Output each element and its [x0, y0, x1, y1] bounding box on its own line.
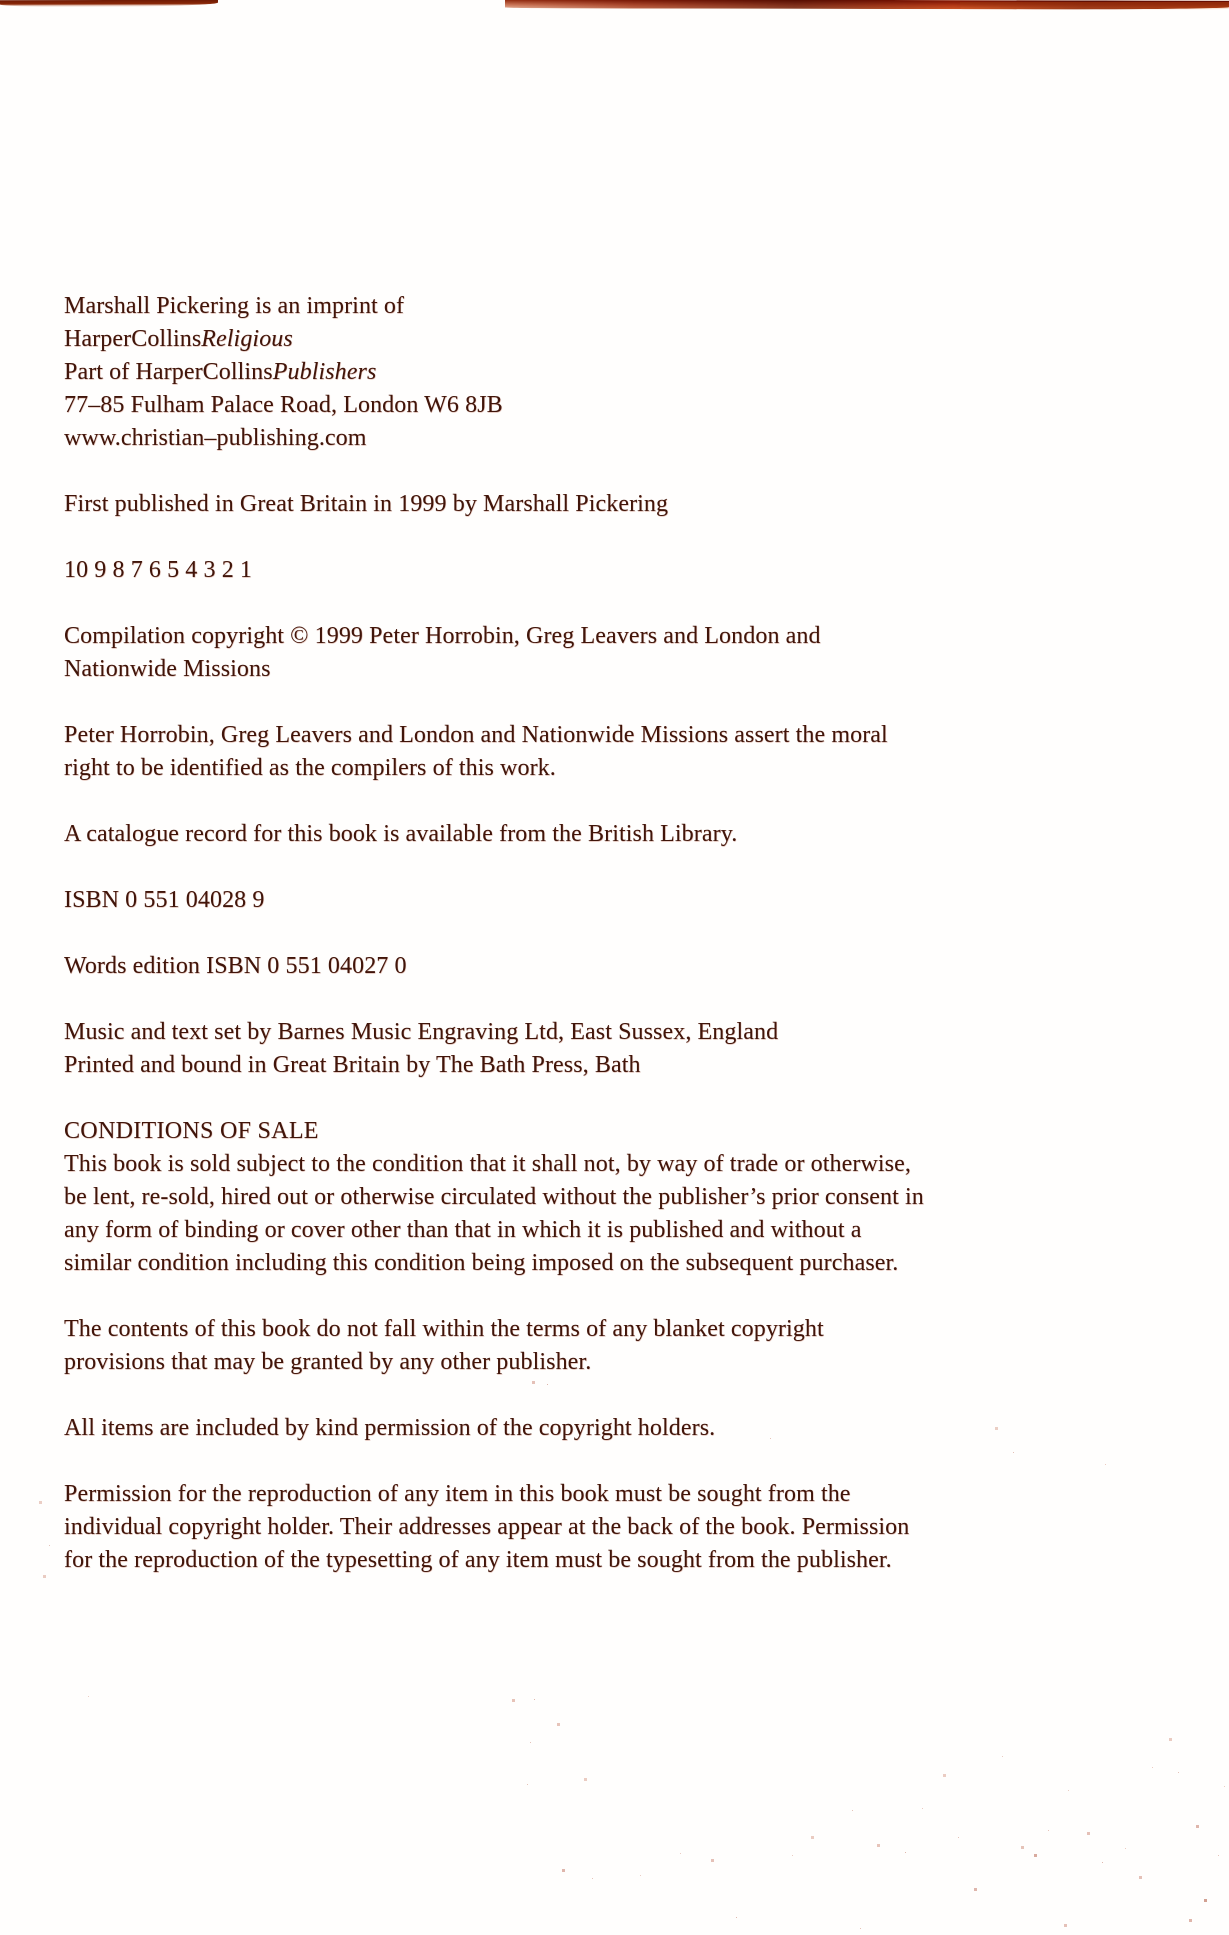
reproduction-permission-line: Permission for the reproduction of any item in this book must be sought from the	[64, 1481, 851, 1507]
production-credit-line: Printed and bound in Great Britain by The Bath Press, Bath	[64, 1052, 641, 1078]
reproduction-permission-line: for the reproduction of the typesetting of any item must be sought from the publisher.	[64, 1547, 892, 1573]
moral-rights-line: right to be identified as the compilers of this work.	[64, 755, 556, 781]
print-run-numbers	[64, 554, 1169, 587]
imprint-parent: Part of HarperCollins	[64, 359, 273, 385]
publisher-address: 77–85 Fulham Palace Road, London W6 8JB	[64, 392, 503, 418]
moral-rights	[64, 719, 1169, 785]
conditions-line: any form of binding or cover other than that in which it is published and without a	[64, 1217, 862, 1243]
kind-permission-note	[64, 1412, 1169, 1445]
catalogue-record-text: A catalogue record for this book is available from the British Library.	[64, 821, 738, 847]
scan-noise-speckles	[0, 0, 1, 1]
production-credits	[64, 1016, 1169, 1082]
isbn-words-edition	[64, 950, 1169, 983]
conditions-line: similar condition including this condition being imposed on the subsequent purchaser.	[64, 1250, 899, 1276]
print-run-text: 10 9 8 7 6 5 4 3 2 1	[64, 557, 252, 583]
compilation-line: Compilation copyright © 1999 Peter Horrobin, Greg Leavers and London and	[64, 623, 821, 649]
first-published-line	[64, 488, 1169, 521]
scan-edge-artifact-left	[0, 0, 218, 7]
first-published-text: First published in Great Britain in 1999 by Marshall Pickering	[64, 491, 669, 517]
isbn-main-text: ISBN 0 551 04028 9	[64, 887, 265, 913]
scan-edge-artifact-right	[505, 0, 1229, 10]
blanket-copyright-note	[64, 1313, 1169, 1379]
conditions-heading: CONDITIONS OF SALE	[64, 1118, 319, 1144]
scan-edge-artifact-right-overlay	[960, 2, 1229, 10]
reproduction-permission-line: individual copyright holder. Their addresses appear at the back of the book. Permission	[64, 1514, 910, 1540]
publisher-website: www.christian–publishing.com	[64, 425, 367, 451]
blanket-copyright-line: provisions that may be granted by any other publisher.	[64, 1349, 592, 1375]
imprint-parent-italic: Publishers	[272, 359, 377, 385]
imprint-publisher: HarperCollins	[64, 326, 202, 352]
isbn-main	[64, 884, 1169, 917]
conditions-line: This book is sold subject to the condition that it shall not, by way of trade or otherwise,	[64, 1151, 911, 1177]
imprint-publisher-italic: Religious	[201, 326, 293, 352]
imprint-line	[64, 323, 1169, 356]
blanket-copyright-line: The contents of this book do not fall within the terms of any blanket copyright	[64, 1316, 824, 1342]
catalogue-record	[64, 818, 1169, 851]
moral-rights-line: Peter Horrobin, Greg Leavers and London and Nationwide Missions assert the moral	[64, 722, 888, 748]
isbn-words-edition-text: Words edition ISBN 0 551 04027 0	[64, 953, 407, 979]
reproduction-permission-note	[64, 1478, 1169, 1577]
conditions-line: be lent, re-sold, hired out or otherwise circulated without the publisher’s prior consent in	[64, 1184, 924, 1210]
imprint-block	[64, 290, 1169, 455]
conditions-of-sale	[64, 1115, 1169, 1280]
imprint-line: Marshall Pickering is an imprint of	[64, 293, 405, 319]
compilation-line: Nationwide Missions	[64, 656, 271, 682]
imprint-line	[64, 356, 1169, 389]
production-credit-line: Music and text set by Barnes Music Engraving Ltd, East Sussex, England	[64, 1019, 779, 1045]
compilation-copyright	[64, 620, 1169, 686]
kind-permission-text: All items are included by kind permission of the copyright holders.	[64, 1415, 716, 1441]
copyright-text-block	[64, 290, 1169, 1577]
